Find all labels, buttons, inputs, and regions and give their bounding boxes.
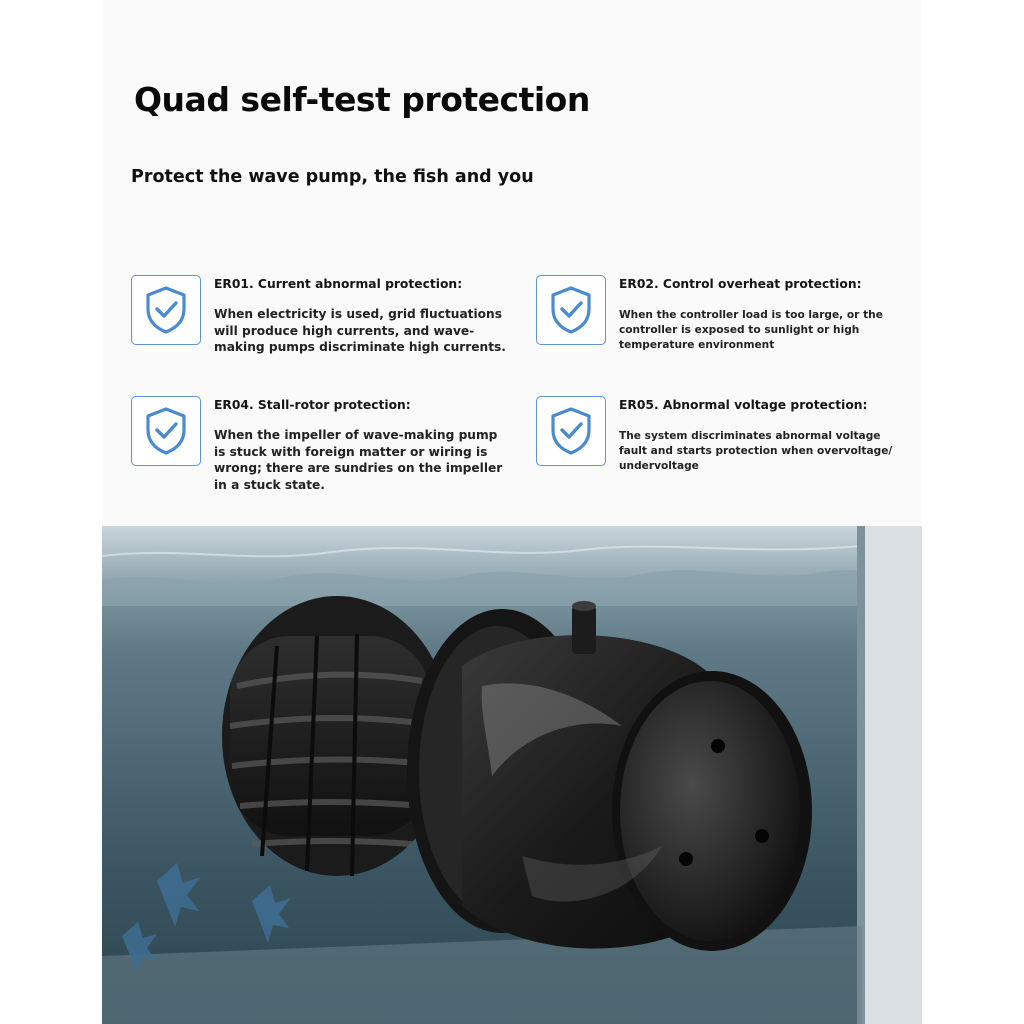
feature-title: ER01. Current abnormal protection: <box>214 277 463 291</box>
page-subtitle: Protect the wave pump, the fish and you <box>131 167 534 187</box>
feature-title: ER05. Abnormal voltage protection: <box>619 398 868 412</box>
page-title: Quad self-test protection <box>134 80 590 119</box>
feature-description: When electricity is used, grid fluctuations will produce high currents, and wave- making pumps discriminate high currents. <box>214 307 506 354</box>
shield-check-icon <box>131 396 201 466</box>
product-photo <box>102 526 922 1024</box>
feature-er01 <box>131 275 511 365</box>
feature-title: ER02. Control overheat protection: <box>619 277 862 291</box>
feature-er05 <box>536 396 916 486</box>
feature-description: When the controller load is too large, or the controller is exposed to sunlight or high temperature environment <box>619 309 883 351</box>
shield-check-icon <box>536 396 606 466</box>
feature-er02 <box>536 275 916 365</box>
shield-check-icon <box>131 275 201 345</box>
feature-er04 <box>131 396 511 496</box>
feature-title: ER04. Stall-rotor protection: <box>214 398 411 412</box>
feature-description: When the impeller of wave-making pump is stuck with foreign matter or wiring is wrong; there are sundries on the impeller in a stuck state. <box>214 428 503 492</box>
product-panel <box>102 0 922 1024</box>
shield-check-icon <box>536 275 606 345</box>
feature-description: The system discriminates abnormal voltage fault and starts protection when overvoltage/ undervoltage <box>619 430 893 472</box>
